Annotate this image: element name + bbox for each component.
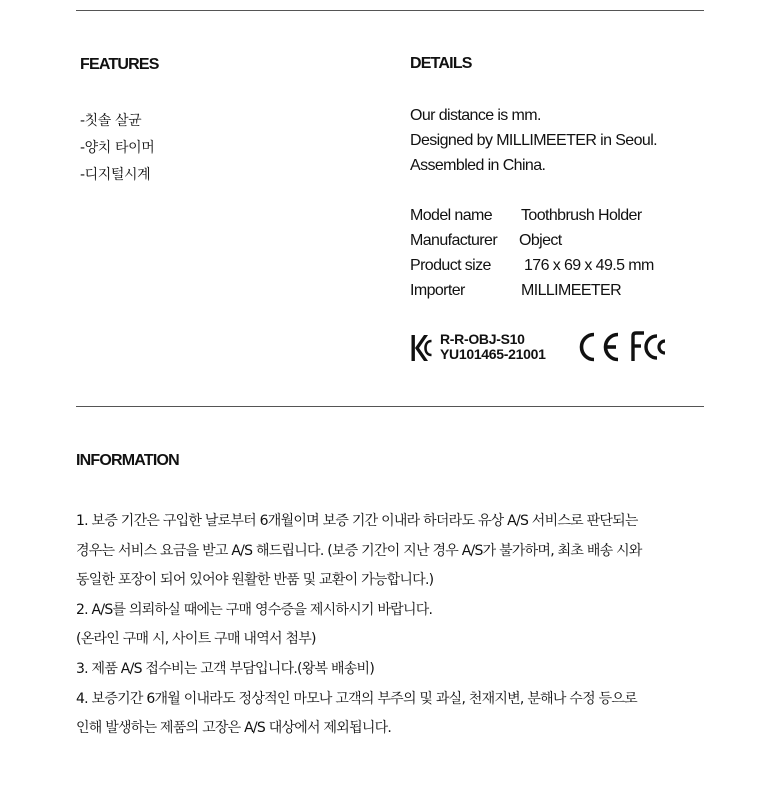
list-item: -칫솔 살균 [80, 113, 142, 129]
ce-mark-icon [576, 331, 622, 363]
importer-registration-code: YU101465-21001 [440, 345, 546, 362]
top-divider [76, 10, 704, 11]
information-line: 경우는 서비스 요금을 받고 A/S 해드립니다. (보증 기간이 지난 경우 A/S가 불가하며, 최초 배송 시와 [76, 542, 642, 559]
spec-label: Manufacturer [410, 232, 498, 249]
features-list [80, 108, 154, 189]
information-line: 4. 보증기간 6개월 이내라도 정상적인 마모나 고객의 부주의 및 과실, 천재지변, 분해나 수정 등으로 [76, 690, 637, 707]
information-text [76, 507, 706, 744]
spec-label: Importer [410, 282, 465, 299]
description-line: Designed by MILLIMEETER in Seoul. [410, 132, 657, 149]
spec-value: Toothbrush Holder [521, 207, 642, 224]
information-line: 인해 발생하는 제품의 고장은 A/S 대상에서 제외됩니다. [76, 720, 392, 737]
information-heading: INFORMATION [76, 452, 179, 469]
list-item: -양치 타이머 [80, 140, 155, 156]
details-heading: DETAILS [410, 55, 472, 72]
description-line: Assembled in China. [410, 157, 546, 174]
information-line: 동일한 포장이 되어 있어야 원활한 반품 및 교환이 가능합니다.) [76, 572, 434, 589]
kc-certification-code: R-R-OBJ-S10 [440, 331, 525, 347]
information-line: 2. A/S를 의뢰하실 때에는 구매 영수증을 제시하시기 바랍니다. [76, 601, 433, 618]
information-line: 3. 제품 A/S 접수비는 고객 부담입니다.(왕복 배송비) [76, 660, 375, 677]
spec-value: Object [519, 232, 562, 249]
information-line: 1. 보증 기간은 구입한 날로부터 6개월이며 보증 기간 이내라 하더라도 유상 A/S 서비스로 판단되는 [76, 513, 638, 529]
features-heading: FEATURES [80, 56, 159, 73]
spec-label: Model name [410, 207, 493, 224]
details-description [410, 103, 657, 178]
spec-label: Product size [410, 257, 491, 274]
kc-mark-icon [410, 333, 434, 363]
fcc-mark-icon [630, 330, 668, 364]
spec-value: 176 x 69 x 49.5 mm [524, 257, 654, 274]
list-item: -디지털시계 [80, 167, 151, 183]
section-divider [76, 406, 704, 407]
spec-value: MILLIMEETER [521, 282, 622, 299]
description-line: Our distance is mm. [410, 107, 541, 124]
information-line: (온라인 구매 시, 사이트 구매 내역서 첨부) [76, 631, 316, 648]
certification-codes [440, 332, 546, 361]
